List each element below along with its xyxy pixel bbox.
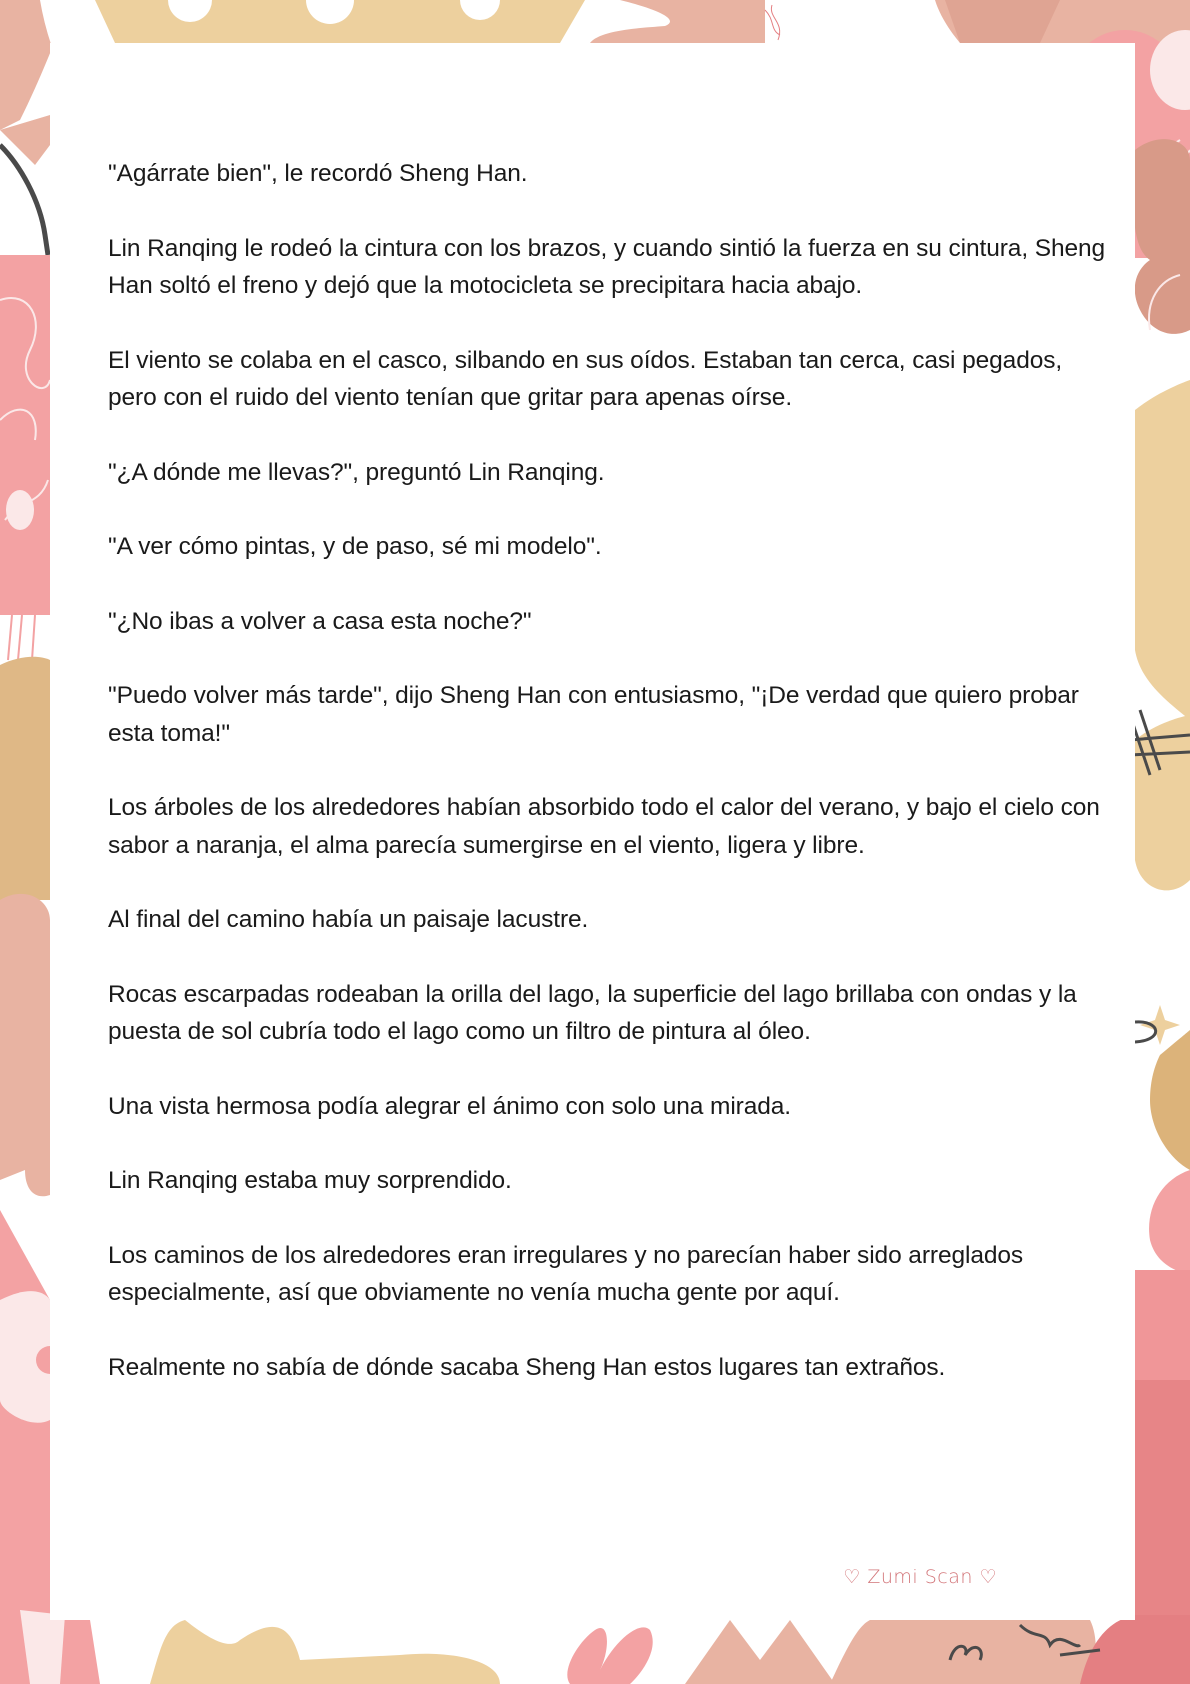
paragraph: "Agárrate bien", le recordó Sheng Han. bbox=[108, 160, 528, 187]
paragraph: Una vista hermosa podía alegrar el ánimo con solo una mirada. bbox=[108, 1092, 791, 1120]
swoosh-doodle-icon bbox=[0, 145, 48, 255]
paragraph: Realmente no sabía de dónde sacaba Sheng Han estos lugares tan extraños. bbox=[108, 1353, 946, 1381]
paragraph: Rocas escarpadas rodeaban la orilla del lago, la superficie del lago brillaba con ondas y la puesta de sol cubría todo el lago como un filtro de pintura al óleo. bbox=[108, 980, 1077, 1045]
paragraph: Lin Ranqing le rodeó la cintura con los brazos, y cuando sintió la fuerza en su cintura, Sheng Han soltó el freno y dejó que la motocicleta se precipitara hacia abajo. bbox=[108, 234, 1106, 299]
paragraph: Lin Ranqing estaba muy sorprendido. bbox=[108, 1167, 512, 1194]
paragraph: Los caminos de los alrededores eran irregulares y no parecían haber sido arreglados especialmente, así que obviamente no venía mucha gente por aquí. bbox=[108, 1241, 1024, 1306]
paragraph: "Puedo volver más tarde", dijo Sheng Han con entusiasmo, "¡De verdad que quiero probar esta toma!" bbox=[108, 682, 1079, 747]
paragraph: Los árboles de los alrededores habían absorbido todo el calor del verano, y bajo el cielo con sabor a naranja, el alma parecía sumergirse en el viento, ligera y libre. bbox=[108, 794, 1100, 859]
paragraph: "¿A dónde me llevas?", preguntó Lin Ranqing. bbox=[108, 458, 605, 486]
paragraph: "¿No ibas a volver a casa esta noche?" bbox=[108, 607, 532, 635]
document-page bbox=[50, 43, 1135, 1620]
chapter-text bbox=[108, 155, 1108, 1423]
scanlation-credit: ♡ Zumi Scan ♡ bbox=[843, 1566, 997, 1588]
paragraph: Al final del camino había un paisaje lacustre. bbox=[108, 906, 589, 933]
paragraph: "A ver cómo pintas, y de paso, sé mi modelo". bbox=[108, 533, 602, 560]
paragraph: El viento se colaba en el casco, silbando en sus oídos. Estaban tan cerca, casi pegados, pero con el ruido del viento tenían que gritar para apenas oírse. bbox=[108, 346, 1063, 411]
